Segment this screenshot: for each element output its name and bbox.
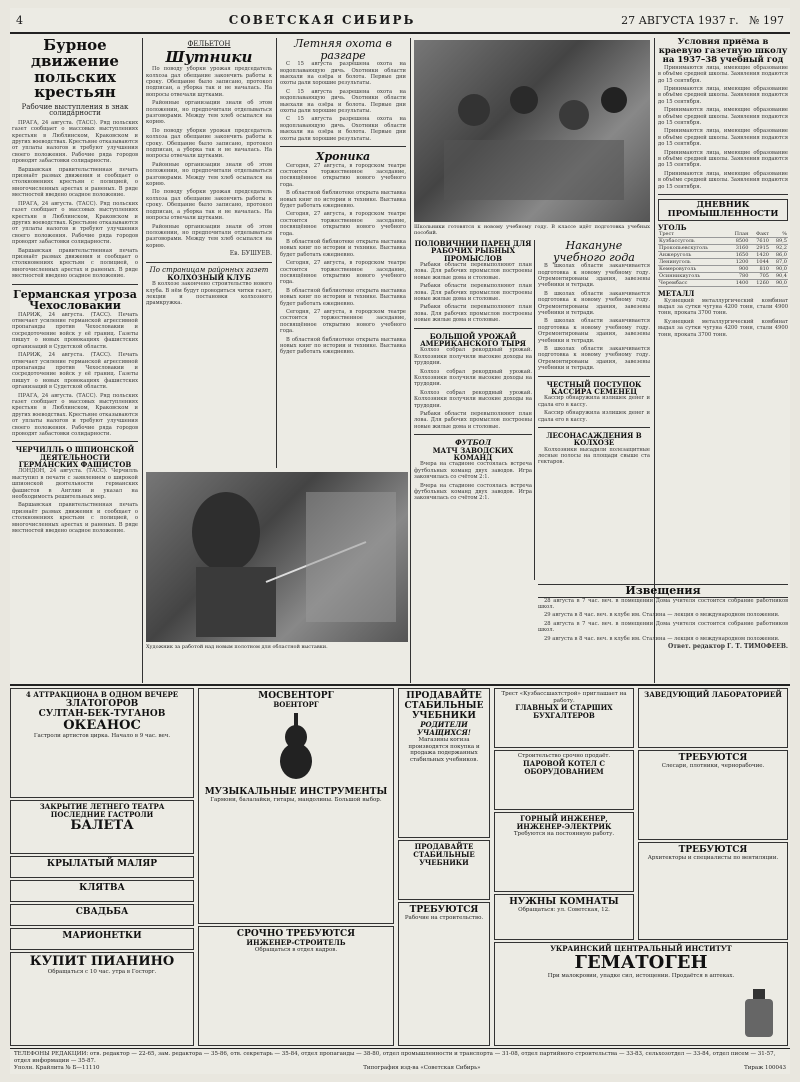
ad-sub: ИНЖЕНЕР-СТРОИТЕЛЬ <box>246 938 346 947</box>
ad-vacancy <box>638 842 788 940</box>
article-paragraph: Районные организации знали об этом положении, но предпочитали отделываться разговорами. Между тем хлеб осыпался на корню. <box>146 161 272 188</box>
divider <box>538 376 650 377</box>
divider <box>12 284 138 285</box>
column-6 <box>658 38 788 598</box>
article-paragraph: В школах области заканчивается подготовка к новому учебному году. Отремонтированы здания, завезены учебники и тетради. <box>538 345 650 372</box>
advertisements <box>10 684 790 1064</box>
table-cell: Кемеровуголь <box>658 266 728 273</box>
photo-caption: Художник за работой над новым полотном для областной выставки. <box>146 644 328 650</box>
ad-cinema <box>10 904 194 926</box>
ad-text: Гармони, балалайки, гитары, мандолины. Большой выбор. <box>210 797 382 803</box>
ad-text: Обращаться: ул. Советская, 12. <box>518 907 610 913</box>
photo-artist <box>146 472 408 642</box>
article-paragraph: Колхоз собрал рекордный урожай. Колхозники получили высокие доходы на трудодни. <box>414 347 532 367</box>
ad-theatre <box>10 800 194 854</box>
ad-circus <box>10 688 194 798</box>
section-heading: По страницам районных газет <box>149 265 269 274</box>
ad-title: СРОЧНО ТРЕБУЮТСЯ <box>236 929 356 939</box>
ad-text: Архитекторы и специалисты по вентиляции. <box>647 855 779 861</box>
article-paragraph: Принимаются лица, имеющие образование в объёме средней школы. Заявления подаются до 15 сентября. <box>658 107 788 127</box>
ad-textbooks <box>398 688 490 838</box>
footer-circulation: Тираж 100043 <box>744 1065 786 1071</box>
table-cell: 3160 <box>728 245 750 252</box>
article-signature: Ев. БУШУЕВ. <box>229 250 272 258</box>
table-cell: Прокопьевскуголь <box>658 245 728 252</box>
notice-paragraph: 29 августа в 8 час. веч. в клубе им. Сталина — лекция о международном положении. <box>544 635 780 642</box>
ad-title: ТРЕБУЮТСЯ <box>678 753 748 763</box>
bottle-icon <box>739 989 779 1039</box>
ad-name: ЗЛАТОГОРОВ <box>65 699 139 709</box>
article-headline-germany: Германская угроза Чехословакии <box>13 287 137 313</box>
table-cell: 87,0 <box>770 259 788 266</box>
article-headline-football: МАТЧ ЗАВОДСКИХ КОМАНД <box>432 445 514 462</box>
article-paragraph: Сегодня, 27 августа, в городском театре состоится торжественное заседание, посвящённое открытию нового учебного года. <box>280 162 406 188</box>
article-paragraph: В колхозе закончено строительство нового клуба. В нём будут проводиться читки газет, лекции и постановки колхозного драмкружка. <box>146 281 272 307</box>
ad-school-vacancy <box>198 926 394 1046</box>
article-paragraph: Варшавская правительственная печать признаёт размах движения и сообщает о столкновениях крестьян с полицией, о многочисленных арестах и раненых. В ряде местностей введено осадное положение. <box>12 247 138 280</box>
article-paragraph: ПАРИЖ, 24 августа. (ТАСС). Печать отмечает усиление германской агрессивной пропаганды против Чехословакии и сосредоточение войск у её границ. Газеты пишут о новых провокациях фашистских организаций в Судетской области. <box>12 311 138 350</box>
ad-title: ГЛАВНЫХ И СТАРШИХ БУХГАЛТЕРОВ <box>515 703 613 721</box>
ad-title: ЗАВЕДУЮЩИЙ ЛАБОРАТОРИЕЙ <box>644 690 782 699</box>
column-1 <box>12 38 138 678</box>
feuilleton-rubric: ФЕЛЬЕТОН <box>187 40 231 48</box>
ad-title: КУПИТ ПИАНИНО <box>29 954 175 969</box>
divider <box>414 328 532 329</box>
table-cell: 2915 <box>749 245 770 252</box>
article-paragraph: С 15 августа разрешена охота на водоплавающую дичь. Охотники области выехали на озёра и болота. Первые дни охоты дали хорошие результаты. <box>280 116 406 142</box>
ad-workers <box>398 902 490 1046</box>
ad-title: ТРЕБУЮТСЯ <box>678 845 748 855</box>
table-row <box>658 245 788 252</box>
ad-cinema <box>10 856 194 878</box>
article-paragraph: С 15 августа разрешена охота на водоплавающую дичь. Охотники области выехали на озёра и болота. Первые дни охоты дали хорошие результаты. <box>280 88 406 114</box>
article-headline-hunting: Летняя охота в разгаре <box>294 38 392 62</box>
article-paragraph: Районные организации знали об этом положении, но предпочитали отделываться разговорами. Между тем хлеб осыпался на корню. <box>146 223 272 249</box>
table-cell: 90,4 <box>770 273 788 280</box>
table-header: Трест <box>658 231 728 238</box>
ad-lab <box>638 688 788 748</box>
violin-icon <box>266 713 326 783</box>
article-paragraph: Сегодня, 27 августа, в городском театре состоится торжественное заседание, посвящённое открытию нового учебного года. <box>280 309 406 335</box>
article-paragraph: Вчера на стадионе состоялась встреча футбольных команд двух заводов. Игра закончилась со счётом 2:1. <box>414 482 532 502</box>
article-paragraph: Кузнецкий металлургический комбинат выдал за сутки чугуна 4200 тонн, стали 4900 тонн, проката 3700 тонн. <box>658 297 788 317</box>
article-paragraph: Рыбаки области перевыполняют план лова. Для рабочих промыслов построены новые жилые дома и столовые. <box>414 262 532 281</box>
ad-text: Требуются на постоянную работу. <box>513 831 615 837</box>
article-paragraph: Сегодня, 27 августа, в городском театре состоится торжественное заседание, посвящённое открытию нового учебного года. <box>280 211 406 237</box>
table-row <box>658 266 788 273</box>
ad-rooms <box>494 894 634 940</box>
article-paragraph: Колхоз собрал рекордный урожай. Колхозники получили высокие доходы на трудодни. <box>414 389 532 409</box>
article-paragraph: Принимаются лица, имеющие образование в объёме средней школы. Заявления подаются до 15 сентября. <box>658 170 788 190</box>
column-rule <box>276 38 277 468</box>
table-row <box>658 273 788 280</box>
table-cell: Ленинуголь <box>658 259 728 266</box>
ad-text: Слесари, плотники, чернорабочие. <box>661 763 765 769</box>
issue-number: № 197 <box>749 13 784 27</box>
table-header: % <box>770 231 788 238</box>
ad-name: ОКЕАНОС <box>63 718 141 733</box>
table-cell: 1420 <box>749 252 770 259</box>
article-headline-churchill: ЧЕРЧИЛЛЬ О ШПИОНСКОЙ ДЕЯТЕЛЬНОСТИ ГЕРМАНСКИХ ФАШИСТОВ <box>15 445 135 470</box>
ad-name: СУЛТАН-БЕК-ТУГАНОВ <box>38 709 166 719</box>
article-paragraph: По поводу уборки урожая председатель колхоза дал обещание закончить работы к сроку. Обещание было записано, протокол подписан, а уборка так и не началась. На вопросы отвечали шутками. <box>146 189 272 222</box>
article-headline-polish-peasants: Бурное движение польских крестьян <box>31 38 119 102</box>
article-paragraph: ПАРИЖ, 24 августа. (ТАСС). Печать отмечает усиление германской агрессивной пропаганды против Чехословакии и сосредоточение войск у её границ. Газеты пишут о новых провокациях фашистских организаций в Судетской области. <box>12 352 138 391</box>
article-paragraph: Сегодня, 27 августа, в городском театре состоится торжественное заседание, посвящённое открытию нового учебного года. <box>280 260 406 286</box>
table-cell: 1650 <box>728 252 750 259</box>
ad-sub: УКРАИНСКИЙ ЦЕНТРАЛЬНЫЙ ИНСТИТУТ <box>550 944 732 953</box>
photo-illustration <box>146 472 408 642</box>
ad-text: Трест «Кузбассшахтстрой» приглашает на работу. <box>501 691 627 704</box>
table-cell: 1260 <box>749 280 770 287</box>
article-headline-cashier: ЧЕСТНЫЙ ПОСТУПОК КАССИРА СЕМЕНЕЦ <box>546 379 642 396</box>
article-paragraph: Рыбаки области перевыполняют план лова. Для рабочих промыслов построены новые жилые дома и столовые. <box>414 304 532 324</box>
coal-table <box>658 231 788 287</box>
ad-title: ГОРНЫЙ ИНЖЕНЕР, ИНЖЕНЕР-ЭЛЕКТРИК <box>516 814 612 831</box>
table-row <box>658 252 788 259</box>
page-number: 4 <box>16 13 23 27</box>
ad-title: МАРИОНЕТКИ <box>62 931 142 941</box>
article-paragraph: Колхоз собрал рекордный урожай. Колхозники получили высокие доходы на трудодни. <box>414 368 532 388</box>
article-paragraph: В школах области заканчивается подготовка к новому учебному году. Отремонтированы здания, завезены учебники и тетради. <box>538 263 650 289</box>
coal-heading: УГОЛЬ <box>658 222 687 232</box>
ad-text: Обращаться с 10 час. утра в Госторг. <box>47 969 157 975</box>
photo-caption: Школьники готовятся к новому учебному году. В классе идёт подготовка учебных пособий. <box>414 224 650 236</box>
ad-text: Рабочие на строительство. <box>404 915 484 921</box>
ad-title: ТРЕБУЮТСЯ <box>409 905 479 915</box>
ad-title: СВАДЬБА <box>75 907 129 917</box>
table-cell: 86,0 <box>770 252 788 259</box>
table-row <box>658 280 788 287</box>
article-paragraph: С 15 августа разрешена охота на водоплавающую дичь. Охотники области выехали на озёра и болота. Первые дни охоты дали хорошие результаты. <box>280 61 406 87</box>
ad-name: БАЛЕТА <box>70 818 134 833</box>
table-cell: 780 <box>728 273 750 280</box>
ad-boiler <box>494 750 634 810</box>
article-paragraph: В областной библиотеке открыта выставка новых книг по истории и технике. Выставка будет работать ежедневно. <box>280 336 406 356</box>
ad-text: Магазины когиза производятся покупка и продажа подержанных стабильных учебников. <box>408 737 480 763</box>
ad-text: Строительство срочно продаёт. <box>517 753 611 759</box>
ad-trest <box>494 688 634 748</box>
notice-paragraph: 29 августа в 8 час. веч. в клубе им. Сталина — лекция о международном положении. <box>544 612 780 619</box>
ad-cinema <box>10 880 194 902</box>
ad-name: МУЗЫКАЛЬНЫЕ ИНСТРУМЕНТЫ <box>204 787 388 797</box>
column-5 <box>538 240 650 580</box>
table-cell: Осинникиуголь <box>658 273 728 280</box>
ad-title: 4 АТТРАКЦИОНА В ОДНОМ ВЕЧЕРЕ <box>25 690 179 699</box>
table-cell: 92,2 <box>770 245 788 252</box>
ad-title: МОСВЕНТОРГ <box>258 691 334 701</box>
article-headline-school-year: Накануне учебного года <box>553 240 635 264</box>
photo-students <box>414 40 650 222</box>
article-paragraph: В школах области заканчивается подготовка к новому учебному году. Отремонтированы здания, завезены учебники и тетради. <box>538 318 650 344</box>
ad-text: При малокровии, упадке сил, истощении. Продаётся в аптеках. <box>547 973 735 979</box>
article-paragraph: Варшавская правительственная печать признаёт размах движения и сообщает о столкновениях крестьян с полицией, о многочисленных арестах и раненых. В ряде местностей введено осадное положение. <box>12 166 138 199</box>
editor-line: Ответ. редактор Г. Т. ТИМОФЕЕВ. <box>667 642 788 650</box>
footer-phones: ТЕЛЕФОНЫ РЕДАКЦИИ: отв. редактор — 22-65, зам. редактора — 35-86, отв. секретарь — 35-84, отдел пропаганды — 38-80, отдел промышленности и транспорта — 31-08, отдел партийного строительства — 33-83, сельхозотдел — 33-84, отдел писем — 31-57, отдел информации — 35-87. <box>14 1051 776 1064</box>
issue-date: 27 АВГУСТА 1937 г. <box>621 13 739 27</box>
table-cell: 7610 <box>749 238 770 245</box>
ad-text: Обращаться в отдел кадров. <box>254 947 338 953</box>
column-rule <box>142 38 143 683</box>
article-paragraph: В областной библиотеке открыта выставка новых книг по истории и технике. Выставка будет работать ежедневно. <box>280 238 406 258</box>
table-row <box>658 259 788 266</box>
table-cell: 8500 <box>728 238 750 245</box>
notice-paragraph: 28 августа в 7 час. веч. в помещении Дома учителя состоится собрание работников школ. <box>538 620 788 634</box>
masthead-date-issue <box>621 14 784 27</box>
ad-izdat <box>398 840 490 900</box>
ad-engineers <box>494 812 634 892</box>
article-paragraph: Принимаются лица, имеющие образование в объёме средней школы. Заявления подаются до 15 сентября. <box>658 85 788 105</box>
notices-heading: Извещения <box>538 584 788 598</box>
table-header: План <box>728 231 750 238</box>
table-cell: 810 <box>749 266 770 273</box>
photo-illustration <box>414 40 650 222</box>
table-cell: 1200 <box>728 259 750 266</box>
ad-piano <box>10 952 194 1046</box>
article-headline-gazette-school: Условия приёма в краевую газетную школу на 1937–38 учебный год <box>658 38 788 65</box>
ad-title: ПРОДАВАЙТЕ СТАБИЛЬНЫЕ УЧЕБНИКИ <box>404 691 484 721</box>
divider <box>280 146 406 147</box>
article-paragraph: По поводу уборки урожая председатель колхоза дал обещание закончить работы к сроку. Обещание было записано, протокол подписан, а уборка так и не началась. На вопросы отвечали шутками. <box>146 66 272 98</box>
article-paragraph: Принимаются лица, имеющие образование в объёме средней школы. Заявления подаются до 15 сентября. <box>658 149 788 169</box>
column-rule <box>410 38 411 683</box>
column-3 <box>280 38 406 468</box>
table-cell: Черембасс <box>658 280 728 287</box>
table-cell: 1400 <box>728 280 750 287</box>
notice-paragraph: 28 августа в 7 час. веч. в помещении Дома учителя состоится собрание работников школ. <box>538 597 788 610</box>
divider <box>146 262 272 263</box>
newspaper-page <box>10 8 790 1074</box>
table-cell: 900 <box>728 266 750 273</box>
sport-rubric: ФУТБОЛ <box>455 438 491 448</box>
metal-heading: МЕТАЛЛ <box>658 289 695 299</box>
column-2 <box>146 38 272 468</box>
table-cell: 705 <box>749 273 770 280</box>
table-header: Факт <box>749 231 770 238</box>
ad-cinema <box>10 928 194 950</box>
notices-block <box>538 584 788 680</box>
article-paragraph: В областной библиотеке открыта выставка новых книг по истории и технике. Выставка будет работать ежедневно. <box>280 287 406 307</box>
article-paragraph: ПРАГА, 24 августа. (ТАСС). Ряд польских газет сообщает о массовых выступлениях крестьян в Люблинском, Краковском и других воеводствах. Крестьяне отказываются от уплаты налогов и требуют улучшения своего положения. Рабочие ряда городов проводят забастовки солидарности. <box>12 200 138 246</box>
divider <box>414 434 532 435</box>
article-headline-club: КОЛХОЗНЫЙ КЛУБ <box>167 272 251 282</box>
table-cell: 89,5 <box>770 238 788 245</box>
article-paragraph: В областной библиотеке открыта выставка новых книг по истории и технике. Выставка будет работать ежедневно. <box>280 190 406 209</box>
article-paragraph: ПРАГА, 24 августа. (ТАСС). Ряд польских газет сообщает о массовых выступлениях крестьян в Люблинском, Краковском и других воеводствах. Крестьяне отказываются от уплаты налогов и требуют улучшения своего положения. Рабочие ряда городов проводят забастовки солидарности. <box>12 119 138 165</box>
article-paragraph: Кассир обнаружила излишек денег и сдала его в кассу. <box>538 410 650 423</box>
article-paragraph: Колхозники высадили полезащитные лесные полосы на площади свыше ста гектаров. <box>538 446 650 466</box>
chronicle-headline: Хроника <box>315 149 371 163</box>
ad-hematogen <box>494 942 788 1046</box>
table-row <box>658 238 788 245</box>
article-paragraph: Варшавская правительственная печать признаёт размах движения и сообщает о столкновениях крестьян с полицией, о многочисленных арестах и раненых. В ряде местностей введено осадное положение. <box>12 502 138 535</box>
article-paragraph: Вчера на стадионе состоялась встреча футбольных команд двух заводов. Игра закончилась со счётом 2:1. <box>414 461 532 481</box>
ad-title: НУЖНЫ КОМНАТЫ <box>509 897 619 907</box>
table-cell: 90,0 <box>770 266 788 273</box>
industry-diary-heading: ДНЕВНИК ПРОМЫШЛЕННОСТИ <box>658 199 788 221</box>
ad-title: КРЫЛАТЫЙ МАЛЯР <box>46 859 158 869</box>
article-paragraph: По поводу уборки урожая председатель колхоза дал обещание закончить работы к сроку. Обещание было записано, протокол подписан, а уборка так и не началась. На вопросы отвечали шутками. <box>146 127 272 160</box>
ad-sub: ПОСЛЕДНИЕ ГАСТРОЛИ <box>50 810 154 819</box>
article-paragraph: ЛОНДОН, 24 августа. (ТАСС). Черчилль выступил в печати с заявлением о широкой шпионской деятельности германских фашистов в Англии и указал на необходимость решительных мер. <box>12 468 138 501</box>
article-paragraph: ПРАГА, 24 августа. (ТАСС). Ряд польских газет сообщает о массовых выступлениях крестьян в Люблинском, Краковском и других воеводствах. Крестьяне отказываются от уплаты налогов и требуют улучшения своего положения. Рабочие ряда городов проводят забастовки солидарности. <box>12 392 138 437</box>
ad-title: ГЕМАТОГЕН <box>574 952 708 973</box>
table-cell: 1044 <box>749 259 770 266</box>
article-paragraph: Кассир обнаружила излишек денег и сдала его в кассу. <box>538 395 650 408</box>
article-paragraph: В школах области заканчивается подготовка к новому учебному году. Отремонтированы здания, завезены учебники и тетради. <box>538 290 650 316</box>
table-cell: Кузбассуголь <box>658 238 728 245</box>
ad-text: Гастроли артистов цирка. Начало в 9 час. веч. <box>33 733 171 739</box>
ad-title: ЗАКРЫТИЕ ЛЕТНЕГО ТЕАТРА <box>39 802 165 811</box>
footer-censor: Уполн. Крайлита № Б—11110 <box>14 1065 100 1071</box>
ad-sub: ВОЕНТОРГ <box>273 700 319 709</box>
article-paragraph: Рыбаки области перевыполняют план лова. Для рабочих промыслов построены новые жилые дома и столовые. <box>414 411 532 430</box>
article-headline-harvest: БОЛЬШОЙ УРОЖАЙ АМЕРИКАНСКОГО ТЫРЯ <box>420 331 526 349</box>
divider <box>658 194 788 195</box>
ad-vacancy <box>638 750 788 840</box>
footer-printer: Типография изд-ва «Советская Сибирь» <box>363 1065 481 1071</box>
footer <box>10 1048 790 1074</box>
article-subhead: Рабочие выступления в знак солидарности <box>21 103 129 118</box>
column-rule <box>534 240 535 580</box>
article-paragraph: Районные организации знали об этом положении, но предпочитали отделываться разговорами. Между тем хлеб осыпался на корню. <box>146 100 272 126</box>
ad-title: ПАРОВОЙ КОТЕЛ С ОБОРУДОВАНИЕМ <box>523 758 605 776</box>
article-paragraph: Принимаются лица, имеющие образование в объёме средней школы. Заявления подаются до 15 сентября. <box>658 64 788 84</box>
article-headline-forest: ЛЕСОНАСАЖДЕНИЯ В КОЛХОЗЕ <box>546 430 642 448</box>
column-4 <box>414 240 532 650</box>
masthead <box>10 8 790 34</box>
article-paragraph: Принимаются лица, имеющие образование в объёме средней школы. Заявления подаются до 15 сентября. <box>658 128 788 148</box>
table-cell: Анжеруголь <box>658 252 728 259</box>
article-paragraph: Рыбаки области перевыполняют план лова. Для рабочих промыслов построены новые жилые дома и столовые. <box>414 283 532 303</box>
divider <box>538 427 650 428</box>
ad-title: ПРОДАВАЙТЕ СТАБИЛЬНЫЕ УЧЕБНИКИ <box>413 842 475 867</box>
table-cell: 90,0 <box>770 280 788 287</box>
article-paragraph: Кузнецкий металлургический комбинат выдал за сутки чугуна 4200 тонн, стали 4900 тонн, проката 3700 тонн. <box>658 318 788 338</box>
article-headline-fishing: ПОЛОВИЧНИЙ ПАРЕН ДЛЯ РАБОЧИХ РЫБНЫХ ПРОМЫСЛОВ <box>414 240 532 263</box>
ad-mosventorg <box>198 688 394 924</box>
newspaper-title: СОВЕТСКАЯ СИБИРЬ <box>228 13 416 27</box>
ad-sub: РОДИТЕЛИ УЧАЩИХСЯ! <box>417 720 471 737</box>
footer-row <box>14 1065 786 1072</box>
divider <box>12 441 138 442</box>
ad-title: КЛЯТВА <box>79 883 125 893</box>
feuilleton-headline: Шутники <box>165 48 253 67</box>
